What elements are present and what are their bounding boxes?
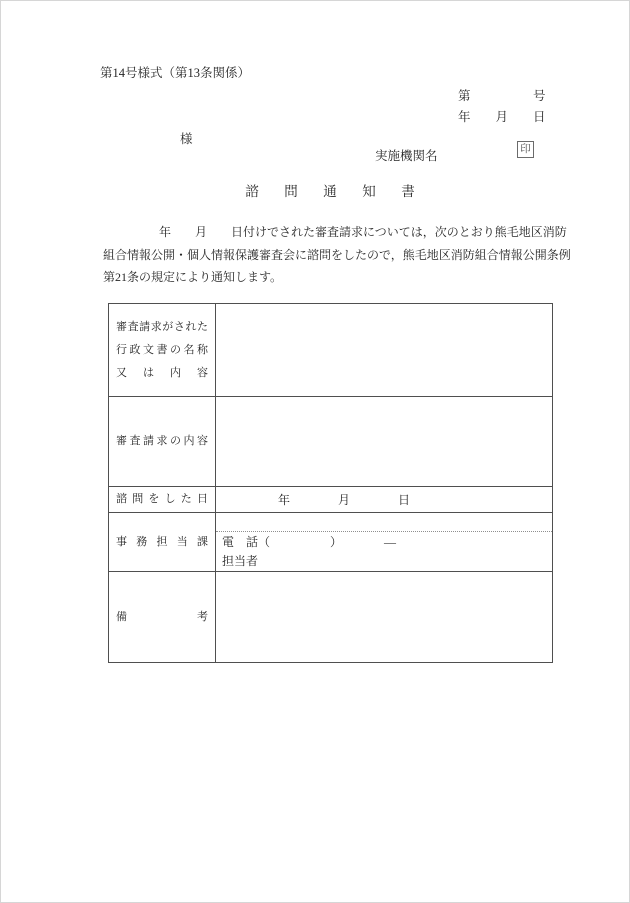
label-clerical-section xyxy=(109,513,216,572)
clerical-section-value-cell xyxy=(216,513,553,572)
label-line: 備考 xyxy=(116,610,208,623)
seal-mark: 印 xyxy=(517,141,534,158)
body-line: 組合情報公開・個人情報保護審査会に諮問をしたので，熊毛地区消防組合情報公開条例 xyxy=(103,247,571,262)
document-title: 諮 問 通 知 書 xyxy=(245,184,421,199)
table-row-document-name xyxy=(109,304,553,397)
table-row-consultation-date xyxy=(109,487,553,513)
doc-number-line: 第 号 xyxy=(458,89,546,103)
label-remarks xyxy=(109,572,216,663)
table-row-clerical-section xyxy=(109,513,553,572)
consultation-date-value: 年 月 日 xyxy=(278,493,411,507)
remarks-value-cell xyxy=(216,572,553,663)
department-name-blank xyxy=(216,513,552,532)
body-line: 第21条の規定により通知します。 xyxy=(103,270,283,284)
issuer-label: 実施機関名 xyxy=(375,149,438,163)
consultation-date-value-cell xyxy=(216,487,553,513)
label-line: 事務担当課 xyxy=(116,535,208,548)
issue-date-line: 年 月 日 xyxy=(458,110,546,124)
label-request-content xyxy=(109,397,216,487)
label-line: 諮問をした日 xyxy=(116,493,208,505)
label-line: 審査請求の内容 xyxy=(116,435,208,447)
table-row-remarks xyxy=(109,572,553,663)
label-line: 審査請求がされた xyxy=(116,320,208,333)
form-table xyxy=(108,303,553,663)
label-document-name xyxy=(109,304,216,397)
contact-person-label: 担当者 xyxy=(222,554,259,568)
table-row-request-content xyxy=(109,397,553,487)
phone-line: 電 話（ ） ― xyxy=(222,535,397,549)
document-name-value-cell xyxy=(216,304,553,397)
label-line: 行政文書の名称 xyxy=(116,343,208,356)
request-content-value-cell xyxy=(216,397,553,487)
addressee-suffix: 様 xyxy=(180,132,193,146)
body-paragraph xyxy=(103,221,573,289)
form-number: 第14号様式（第13条関係） xyxy=(100,66,251,80)
label-line: 又は内容 xyxy=(116,366,208,379)
body-line: 年 月 日付けでされた審査請求については，次のとおり熊毛地区消防 xyxy=(159,225,567,239)
label-consultation-date xyxy=(109,487,216,513)
